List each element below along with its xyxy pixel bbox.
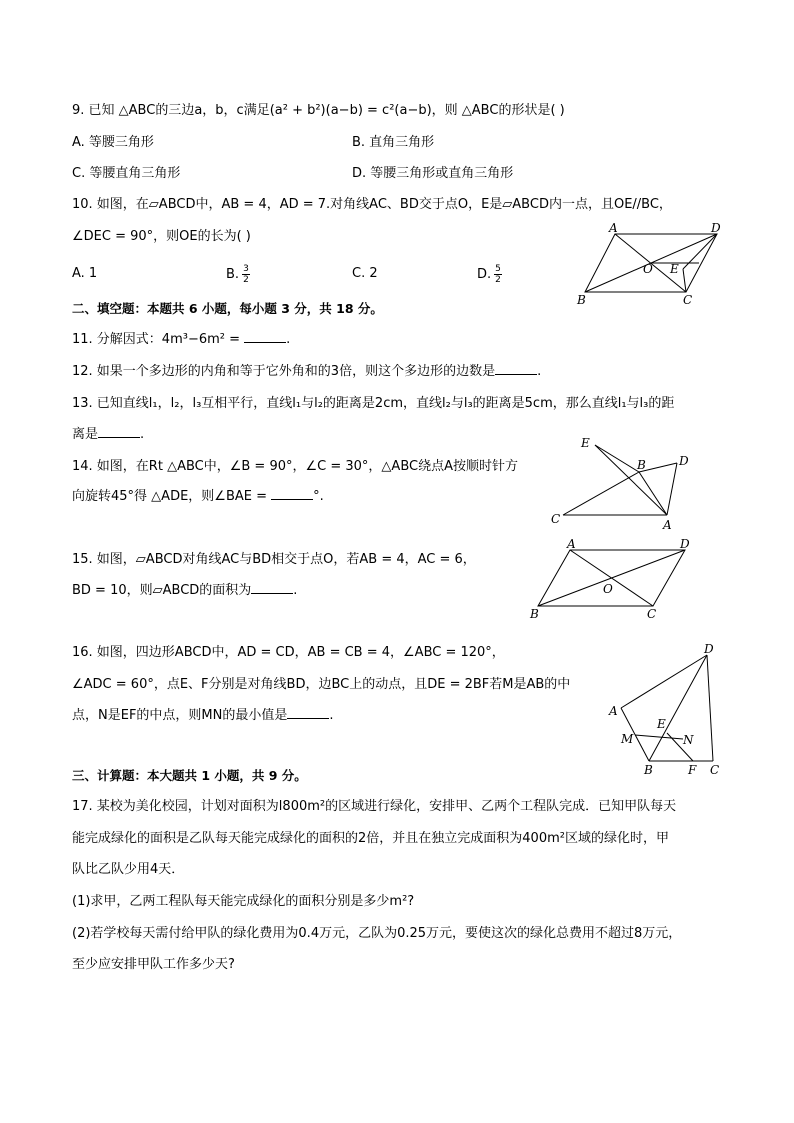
q14-stem-line2 (72, 487, 324, 507)
q15-label-c: C (647, 607, 657, 621)
q10-figure-parallelogram (575, 222, 735, 307)
q10-option-b-fraction (242, 264, 250, 285)
q12-answer-blank[interactable] (495, 362, 537, 375)
q15-label-d: D (680, 537, 690, 551)
q9-option-a: A. 等腰三角形 (72, 135, 154, 150)
q10-option-b-numerator: 3 (243, 264, 249, 274)
q16-label-f: F (688, 763, 697, 777)
q17-stem-line3: 队比乙队少用4天． (72, 862, 185, 877)
q16-text: 点，N是EF的中点，则MN的最小值是 (72, 708, 288, 723)
q15-stem-line1: 15. 如图，▱ABCD对角线AC与BD相交于点O，若AB = 4，AC = 6， (72, 552, 476, 567)
q16-label-m: M (621, 732, 634, 746)
q10-option-d-numerator: 5 (495, 264, 501, 274)
q16-label-b: B (644, 763, 653, 777)
q17-subquestion-2-line2: 至少应安排甲队工作多少天? (72, 957, 235, 972)
q11-answer-blank[interactable] (244, 330, 286, 343)
q10-option-c: C. 2 (352, 266, 378, 281)
q13-stem-line1: 13. 已知直线l₁，l₂，l₃互相平行，直线l₁与l₂的距离是2cm，直线l₂与l₃的距离是5cm，那么直线l₁与l₃的距 (72, 396, 675, 411)
q17-subquestion-1: (1)求甲，乙两工程队每天能完成绿化的面积分别是多少m²? (72, 894, 415, 909)
q14-label-d: D (679, 454, 689, 468)
q16-stem-line3: 点，N是EF的中点，则MN的最小值是 . (72, 708, 334, 723)
q11-stem: 11. 分解因式：4m³−6m² = . (72, 332, 291, 347)
q16-figure-quadrilateral (600, 640, 735, 780)
q15-figure-parallelogram (525, 538, 700, 623)
q15-label-b: B (530, 607, 539, 621)
q11-text: 11. 分解因式：4m³−6m² = (72, 332, 241, 347)
q10-option-d-fraction (494, 264, 502, 285)
q9-option-d: D. 等腰三角形或直角三角形 (352, 166, 514, 181)
q10-stem-line2: ∠DEC = 90°，则OE的长为( ) (72, 229, 251, 244)
q14-text-tail: °. (313, 489, 324, 504)
q16-label-d: D (704, 642, 714, 656)
q13-answer-blank[interactable] (98, 425, 140, 438)
q14-label-e: E (581, 436, 590, 450)
q12-text: 12. 如果一个多边形的内角和等于它外角和的3倍，则这个多边形的边数是 (72, 364, 496, 379)
q17-stem-line1: 17. 某校为美化校园，计划对面积为l800m²的区域进行绿化，安排甲、乙两个工程队完成．已知甲队每天 (72, 799, 677, 814)
q9-stem: 9. 已知 △ABC的三边a，b，c满足(a² + b²)(a−b) = c²(a−b)，则 △ABC的形状是( ) (72, 103, 565, 118)
q14-label-b: B (637, 458, 646, 472)
q10-label-c: C (683, 293, 693, 307)
q9-option-b: B. 直角三角形 (352, 135, 435, 150)
q15-answer-blank[interactable] (251, 581, 293, 594)
q9-option-c: C. 等腰直角三角形 (72, 166, 181, 181)
q10-option-b-label: B. (226, 267, 240, 282)
q13-stem-line2: 离是 . (72, 427, 145, 442)
q16-label-c: C (710, 763, 720, 777)
q17-subquestion-2-line1: (2)若学校每天需付给甲队的绿化费用为0.4万元，乙队为0.25万元，要使这次的绿化总费用不超过8万元， (72, 926, 682, 941)
q10-option-b (226, 264, 250, 285)
q16-label-a: A (609, 704, 618, 718)
q15-label-o: O (603, 582, 613, 596)
q10-label-e: E (670, 262, 679, 276)
q10-label-a: A (609, 221, 618, 235)
q16-answer-blank[interactable] (287, 706, 329, 719)
q12-stem: 12. 如果一个多边形的内角和等于它外角和的3倍，则这个多边形的边数是 . (72, 364, 542, 379)
section-2-heading: 二、填空题：本题共 6 小题，每小题 3 分，共 18 分。 (72, 301, 383, 316)
q14-label-c: C (551, 512, 561, 526)
q10-label-o: O (643, 262, 653, 276)
q14-figure-rotated-triangles (545, 435, 695, 535)
q17-stem-line2: 能完成绿化的面积是乙队每天能完成绿化的面积的2倍，并且在独立完成面积为400m²区域的绿化时，甲 (72, 831, 669, 846)
q10-label-d: D (711, 221, 721, 235)
q14-stem-line1: 14. 如图，在Rt △ABC中，∠B = 90°，∠C = 30°，△ABC绕点A按顺时针方 (72, 459, 518, 474)
q10-option-d-denominator: 2 (495, 275, 501, 285)
q16-label-e: E (657, 717, 666, 731)
q15-text: BD = 10，则▱ABCD的面积为 (72, 583, 252, 598)
q10-stem-line1: 10. 如图，在▱ABCD中，AB = 4，AD = 7.对角线AC、BD交于点O，E是▱ABCD内一点，且OE//BC， (72, 197, 672, 212)
q10-label-b: B (577, 293, 586, 307)
q10-option-b-denominator: 2 (243, 275, 249, 285)
q15-stem-line2: BD = 10，则▱ABCD的面积为 . (72, 583, 298, 598)
q14-label-a: A (663, 518, 672, 532)
q15-label-a: A (567, 537, 576, 551)
q14-answer-blank[interactable] (271, 487, 313, 500)
q14-text: 向旋转45°得 △ADE，则∠BAE = (72, 489, 267, 504)
section-3-heading: 三、计算题：本大题共 1 小题，共 9 分。 (72, 768, 307, 783)
q16-label-n: N (683, 733, 694, 747)
q13-text: 离是 (72, 427, 99, 442)
q10-option-a: A. 1 (72, 266, 98, 281)
q16-stem-line2: ∠ADC = 60°，点E、F分别是对角线BD，边BC上的动点，且DE = 2BF若M是AB的中 (72, 677, 571, 692)
q10-option-d-label: D. (477, 267, 492, 282)
q10-option-d (477, 264, 502, 285)
q16-stem-line1: 16. 如图，四边形ABCD中，AD = CD，AB = CB = 4，∠ABC = 120°， (72, 645, 505, 660)
